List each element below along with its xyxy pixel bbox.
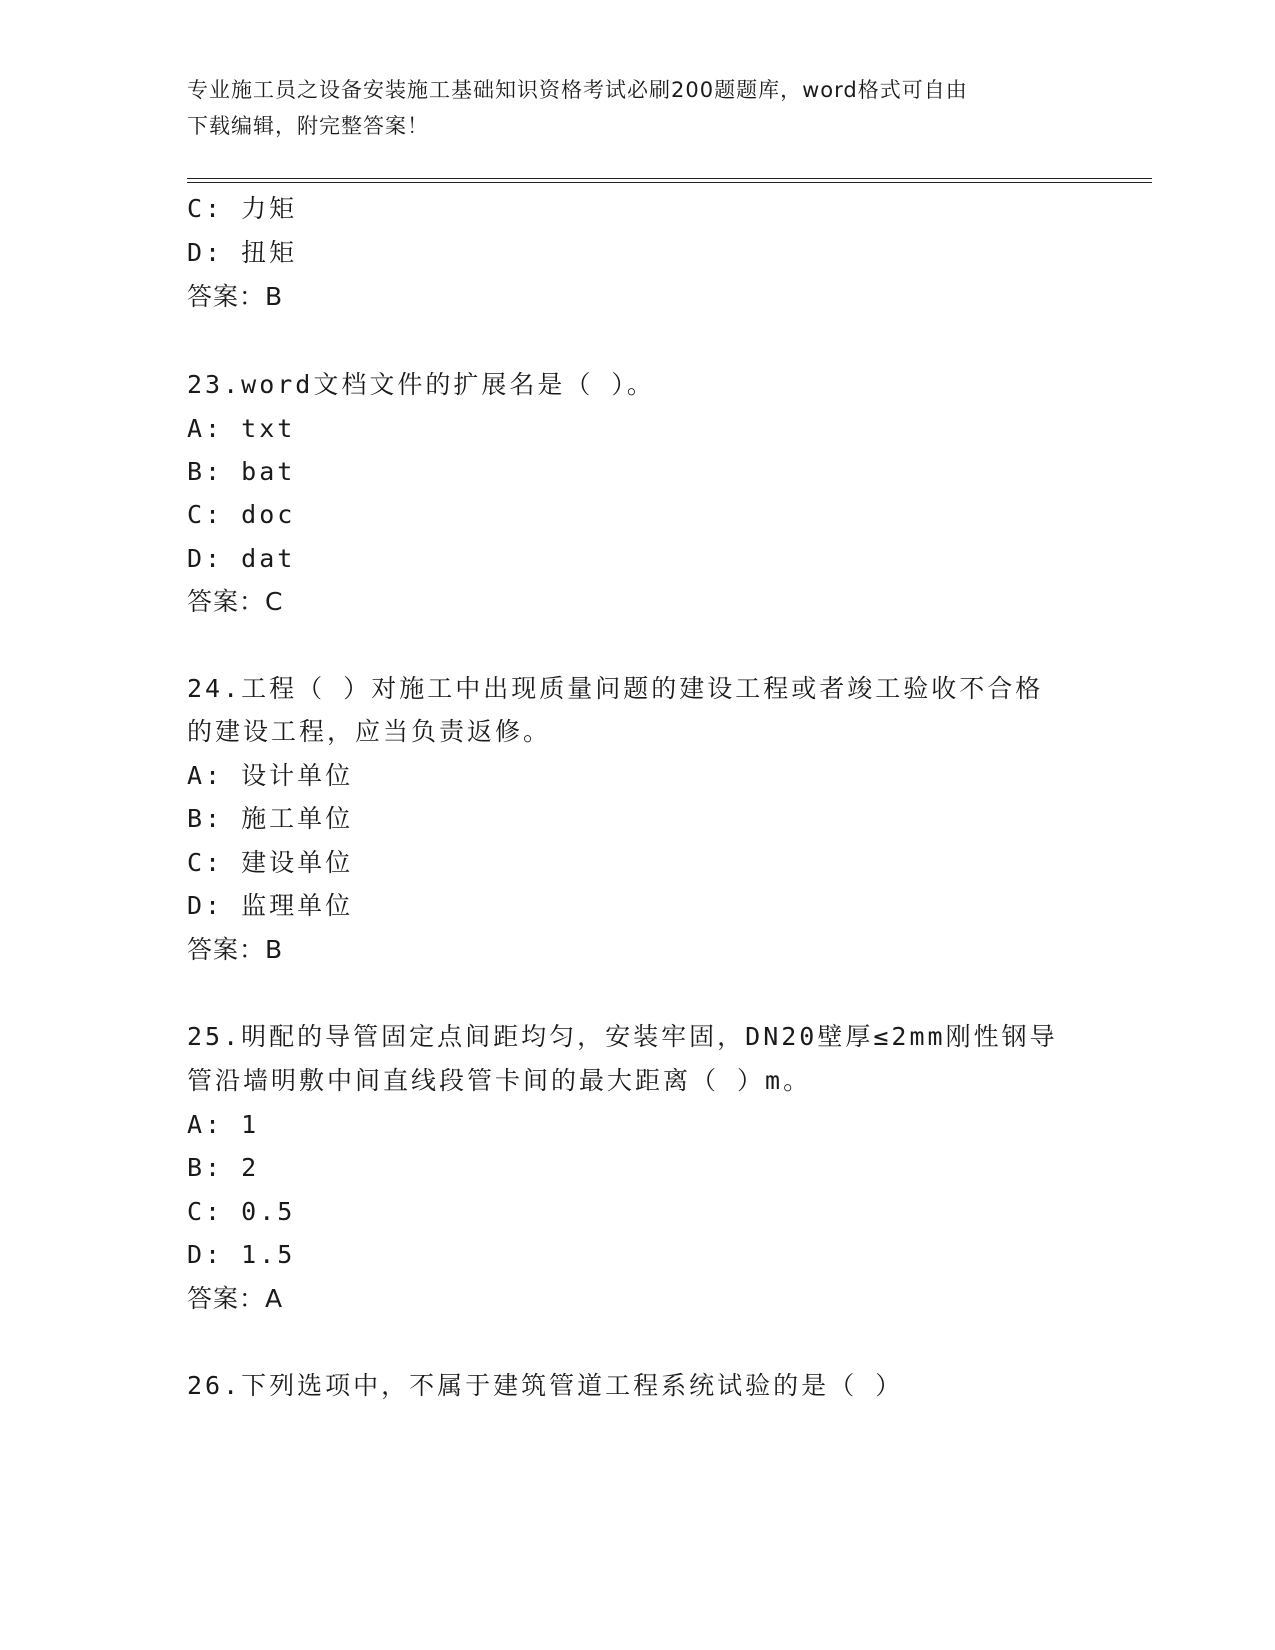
q24-option-b: B: 施工单位 xyxy=(187,804,354,833)
q23-option-c: C: doc xyxy=(187,500,296,529)
q24-answer: 答案：B xyxy=(187,935,284,964)
q25-option-b: B: 2 xyxy=(187,1153,260,1182)
q24-option-d: D: 监理单位 xyxy=(187,891,354,920)
q24-question-line-2: 的建设工程，应当负责返修。 xyxy=(187,717,552,746)
q22-option-d: D: 扭矩 xyxy=(187,238,298,267)
document-header xyxy=(187,72,1047,144)
q25-option-d: D: 1.5 xyxy=(187,1240,296,1269)
q24-option-c: C: 建设单位 xyxy=(187,848,354,877)
q25-question-line-2: 管沿墙明敷中间直线段管卡间的最大距离（ ）m。 xyxy=(187,1066,812,1095)
q25-option-c: C: 0.5 xyxy=(187,1197,296,1226)
q23-option-d: D: dat xyxy=(187,544,296,573)
q24-question-line-1: 24.工程（ ）对施工中出现质量问题的建设工程或者竣工验收不合格 xyxy=(187,674,1044,703)
q23-option-a: A: txt xyxy=(187,414,296,443)
q26-question: 26.下列选项中，不属于建筑管道工程系统试验的是（ ） xyxy=(187,1371,904,1400)
q22-option-c: C: 力矩 xyxy=(187,194,298,223)
q22-answer: 答案：B xyxy=(187,282,284,311)
q23-question: 23.word文档文件的扩展名是（ ）。 xyxy=(187,370,655,399)
q25-answer: 答案：A xyxy=(187,1284,284,1313)
header-title-line-2: 下载编辑，附完整答案！ xyxy=(187,114,429,138)
q24-option-a: A: 设计单位 xyxy=(187,761,354,790)
header-divider-top xyxy=(187,178,1152,179)
q23-option-b: B: bat xyxy=(187,457,296,486)
header-title-line-1: 专业施工员之设备安装施工基础知识资格考试必刷200题题库，word格式可自由 xyxy=(187,78,968,102)
q25-question-line-1: 25.明配的导管固定点间距均匀，安装牢固，DN20壁厚≤2mm刚性钢导 xyxy=(187,1022,1058,1051)
q23-answer: 答案：C xyxy=(187,587,284,616)
q25-option-a: A: 1 xyxy=(187,1110,260,1139)
header-divider-bottom xyxy=(187,182,1152,183)
